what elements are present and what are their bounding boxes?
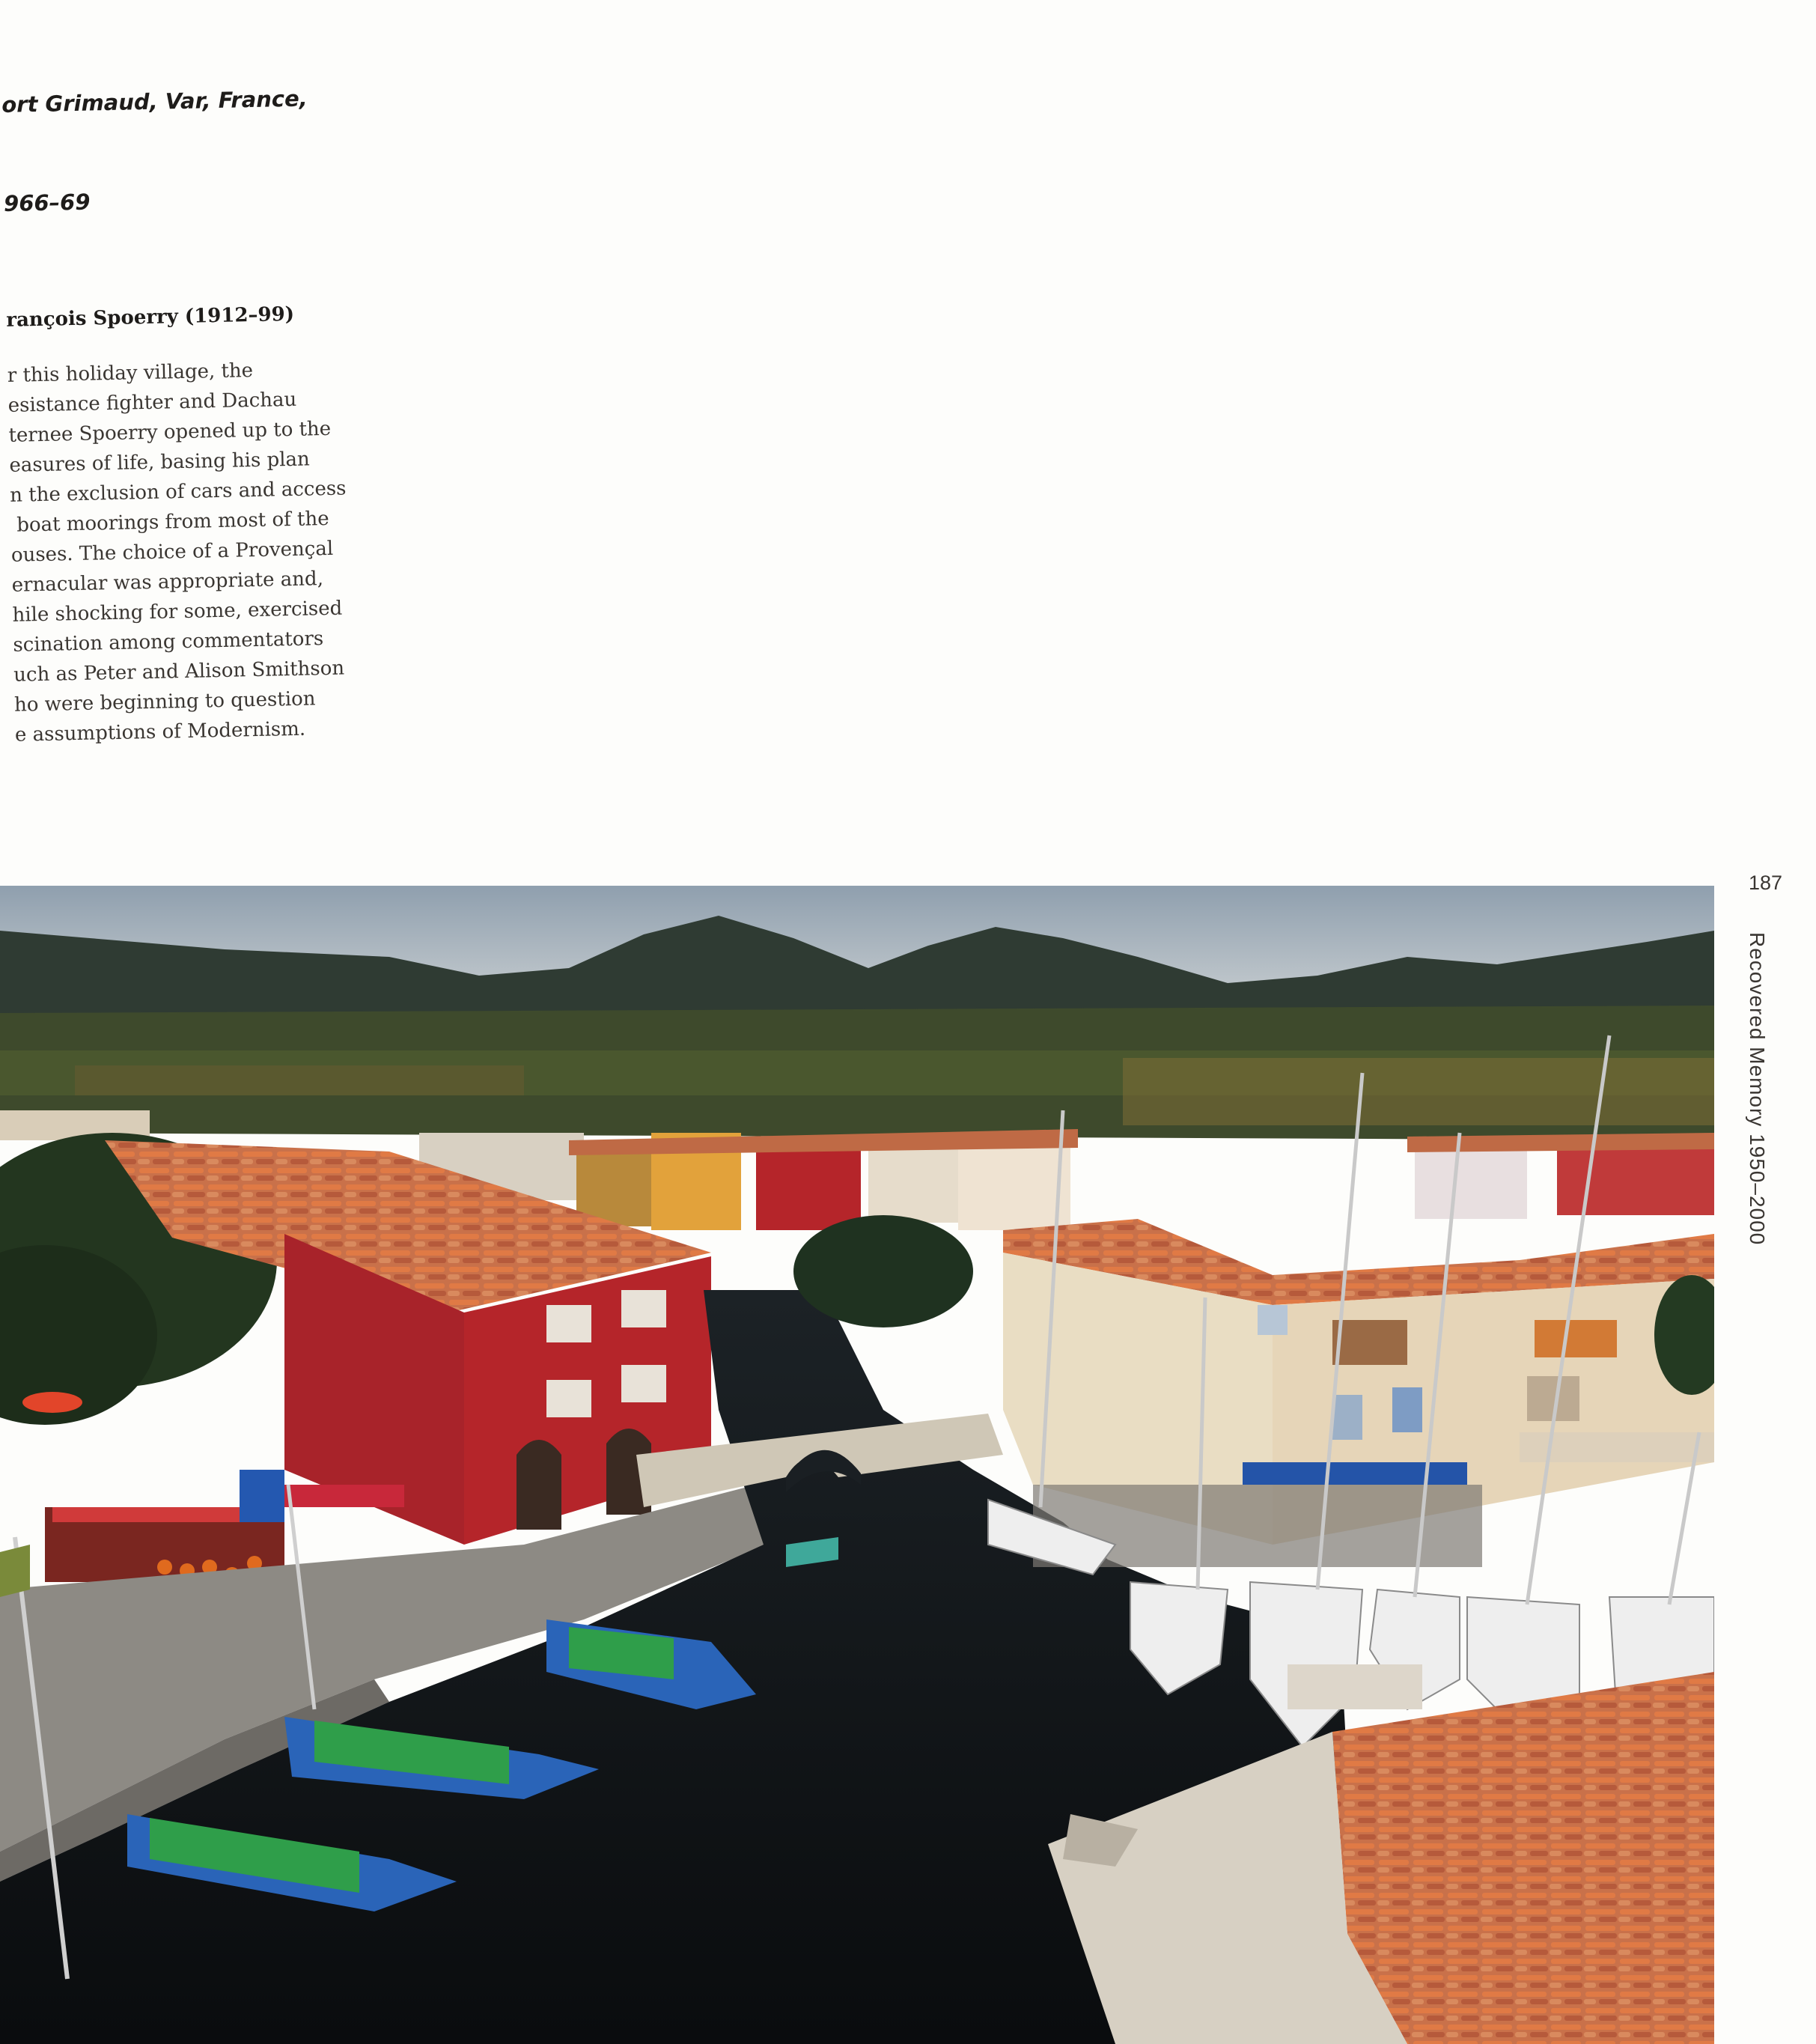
body-line: esistance fighter and Dachau: [7, 388, 297, 417]
foreground-roof: [1332, 1672, 1714, 2044]
body-line: n the exclusion of cars and access: [9, 477, 347, 507]
body-line: ternee Spoerry opened up to the: [8, 417, 332, 447]
body-line: ernacular was appropriate and,: [11, 568, 324, 597]
body-line: uch as Peter and Alison Smithson: [13, 657, 345, 687]
body-line: ho were beginning to question: [13, 687, 316, 717]
heading-line: 966–69: [3, 189, 91, 216]
body-line: boat moorings from most of the: [10, 507, 329, 537]
body-line: e assumptions of Modernism.: [14, 717, 306, 746]
body-line: scination among commentators: [13, 627, 324, 657]
body-line: r this holiday village, the: [7, 359, 254, 387]
caption-body: [7, 353, 404, 750]
tree-centre: [793, 1215, 973, 1327]
caption-heading: [0, 14, 394, 286]
page-number: 187: [1749, 872, 1783, 894]
body-line: ouses. The choice of a Provençal: [10, 537, 334, 567]
caption-block: [0, 14, 404, 750]
body-line: hile shocking for some, exercised: [12, 597, 343, 627]
body-line: easures of life, basing his plan: [9, 448, 311, 477]
port-grimaud-photo: [0, 886, 1714, 2044]
heading-line: ort Grimaud, Var, France,: [1, 85, 308, 118]
running-head: Recovered Memory 1950–2000: [1746, 932, 1769, 1246]
caption-architect: rançois Spoerry (1912–99): [6, 302, 295, 332]
